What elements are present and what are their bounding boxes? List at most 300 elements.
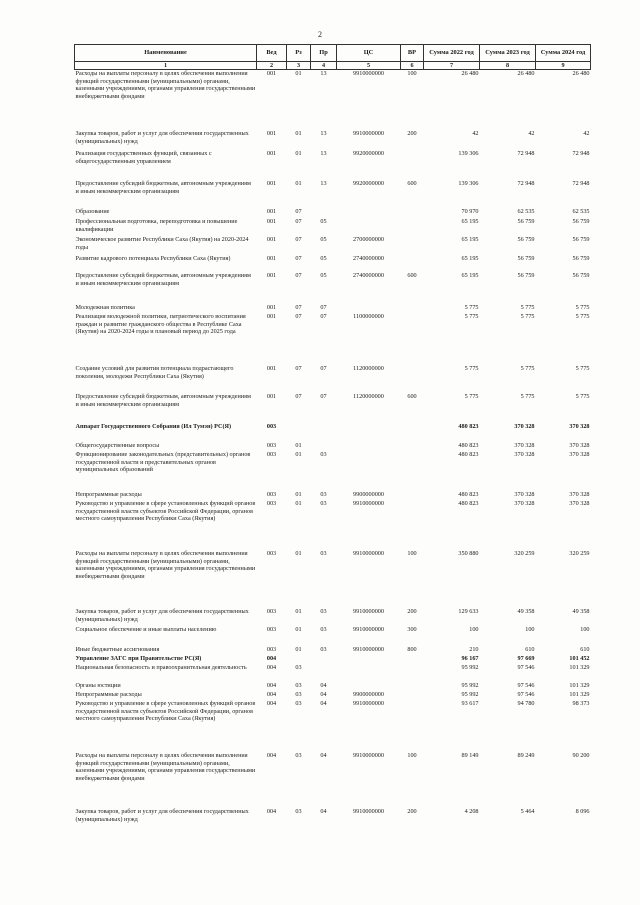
row-name: Непрограммные расходы: [75, 491, 142, 498]
row-pr: [311, 208, 337, 218]
row-ved: 004: [266, 682, 277, 689]
row-sum-2024: 49 358: [572, 608, 590, 615]
table-row: [75, 255, 591, 272]
table-row: [75, 442, 591, 451]
row-rz: 01: [295, 626, 302, 633]
table-row: [75, 691, 591, 700]
row-pr: 07: [320, 365, 327, 372]
row-sum-2022: 95 992: [461, 691, 479, 698]
row-ved: 004: [266, 655, 277, 662]
row-sum-2023: 97 546: [517, 664, 535, 671]
table-row: [75, 150, 591, 180]
row-pr: 03: [320, 451, 327, 458]
row-vr: 300: [407, 626, 417, 633]
table-row: [75, 655, 591, 664]
row-sum-2022: 210: [469, 646, 479, 653]
row-ved: 001: [266, 208, 277, 215]
row-rz: 07: [295, 313, 302, 320]
row-sum-2022: 4 208: [464, 808, 479, 815]
row-sum-2023: 26 480: [517, 70, 535, 77]
row-cs: 2740000000: [353, 272, 384, 279]
row-pr: 07: [320, 304, 327, 311]
row-cs: 9920000000: [353, 150, 384, 157]
row-ved: 004: [266, 700, 277, 707]
row-name: Расходы на выплаты персоналу в целях обеспечения выполнения функций государственными (муниципальными) органами, казенными учреждениями, органами управления государственными внебюджетными фондами: [75, 550, 256, 580]
row-rz: 07: [295, 208, 302, 215]
row-cs: [337, 304, 401, 313]
budget-table: [74, 44, 591, 826]
column-number-row: [75, 62, 591, 70]
row-sum-2023: 97 546: [517, 691, 535, 698]
row-sum-2023: 72 948: [517, 180, 535, 187]
row-rz: 03: [295, 682, 302, 689]
row-sum-2024: 56 759: [572, 236, 590, 243]
row-ved: 001: [266, 365, 277, 372]
row-ved: 003: [266, 491, 277, 498]
row-name: Руководство и управление в сфере установленных функций органов государственной власти субъектов Российской Федерации, органов местного самоуправления Республики Саха (Якутия): [75, 700, 256, 723]
table-row: [75, 451, 591, 491]
table-row: [75, 130, 591, 150]
table-row: [75, 365, 591, 393]
row-ved: 003: [266, 646, 277, 653]
header-rz: Рз: [287, 45, 311, 62]
row-sum-2022: 65 195: [461, 255, 479, 262]
row-rz: 01: [295, 550, 302, 557]
row-sum-2022: 480 823: [458, 500, 479, 507]
row-name: Предоставление субсидий бюджетным, автономным учреждениям и иным некоммерческим организациям: [75, 180, 251, 195]
row-sum-2024: 90 200: [572, 752, 590, 759]
row-sum-2023: 97 546: [517, 682, 535, 689]
row-sum-2024: 56 759: [572, 218, 590, 225]
row-rz: 01: [295, 130, 302, 137]
column-number: 2: [257, 62, 287, 70]
row-ved: 001: [266, 255, 277, 262]
row-sum-2023: 5 775: [520, 313, 535, 320]
row-vr: 800: [407, 646, 417, 653]
row-name: Расходы на выплаты персоналу в целях обеспечения выполнения функций государственными (муниципальными) органами, казенными учреждениями, органами управления государственными внебюджетными фондами: [75, 752, 256, 782]
row-pr: [311, 664, 337, 682]
row-sum-2024: 5 775: [575, 393, 590, 400]
row-name: Реализация молодежной политики, патриотического воспитания граждан и развитие гражданского общества в Республике Саха (Якутия) на 2020-2024 годы и плановый период до 2025 года: [75, 313, 246, 336]
row-pr: [311, 442, 337, 451]
row-name: Профессиональная подготовка, переподготовка и повышение квалификации: [75, 218, 238, 233]
row-ved: 003: [266, 451, 277, 458]
row-sum-2024: 56 759: [572, 272, 590, 279]
row-sum-2023: 370 328: [514, 442, 535, 449]
row-sum-2022: 65 195: [461, 236, 479, 243]
row-vr: 200: [407, 130, 417, 137]
row-sum-2024: 320 259: [569, 550, 590, 557]
row-pr: 05: [320, 255, 327, 262]
row-pr: 05: [320, 236, 327, 243]
row-sum-2024: 101 329: [569, 664, 590, 671]
row-pr: 07: [320, 393, 327, 400]
row-sum-2022: 480 823: [458, 442, 479, 449]
column-number: 3: [287, 62, 311, 70]
row-name: Расходы на выплаты персоналу в целях обеспечения выполнения функций государственными (муниципальными) органами, казенными учреждениями, органами управления государственными внебюджетными фондами: [75, 70, 256, 100]
row-sum-2022: 89 149: [461, 752, 479, 759]
column-number: 4: [311, 62, 337, 70]
row-cs: [337, 451, 401, 491]
row-pr: 03: [320, 500, 327, 507]
row-name: Управление ЗАГС при Правительстве РС(Я): [75, 655, 202, 662]
table-row: [75, 808, 591, 826]
row-ved: 001: [266, 304, 277, 311]
row-rz: 01: [295, 646, 302, 653]
header-pr: Пр: [311, 45, 337, 62]
row-ved: 003: [266, 550, 277, 557]
table-header-row: [75, 45, 591, 62]
table-row: [75, 218, 591, 236]
row-sum-2022: 5 775: [464, 365, 479, 372]
row-rz: 07: [295, 304, 302, 311]
table-body: [75, 62, 591, 827]
row-pr: 13: [320, 150, 327, 157]
row-sum-2024: 101 452: [569, 655, 590, 662]
header-sum-2022: Сумма 2022 год: [424, 45, 480, 62]
table-row: [75, 272, 591, 304]
row-sum-2024: 5 775: [575, 313, 590, 320]
row-pr: 04: [320, 682, 327, 689]
row-cs: 9910000000: [353, 130, 384, 137]
row-sum-2023: 49 358: [517, 608, 535, 615]
row-rz: [287, 655, 311, 664]
row-sum-2024: 370 328: [569, 442, 590, 449]
row-vr: [401, 664, 424, 682]
row-sum-2022: 95 992: [461, 664, 479, 671]
row-sum-2023: 370 328: [514, 500, 535, 507]
row-sum-2024: 5 775: [575, 365, 590, 372]
row-vr: [401, 365, 424, 393]
row-ved: 001: [266, 130, 277, 137]
header-cs: ЦС: [337, 45, 401, 62]
column-number: 5: [337, 62, 401, 70]
row-name: Функционирование законодательных (представительных) органов государственной власти и представительных органов муниципальных образований: [75, 451, 251, 474]
row-pr: 04: [320, 808, 327, 815]
row-pr: 03: [320, 646, 327, 653]
row-sum-2023: 370 328: [514, 451, 535, 458]
row-cs: 1120000000: [353, 365, 384, 372]
header-name: Наименование: [75, 45, 257, 62]
row-name: Национальная безопасность и правоохранительная деятельность: [75, 664, 247, 671]
row-rz: 07: [295, 365, 302, 372]
row-sum-2024: 101 329: [569, 682, 590, 689]
row-rz: 01: [295, 608, 302, 615]
row-cs: 9910000000: [353, 626, 384, 633]
table-row: [75, 550, 591, 608]
row-cs: [337, 682, 401, 691]
row-cs: 9910000000: [353, 646, 384, 653]
row-sum-2023: 56 759: [517, 236, 535, 243]
row-ved: 001: [266, 180, 277, 187]
row-sum-2023: 97 669: [517, 655, 535, 662]
header-sum-2024: Сумма 2024 год: [536, 45, 591, 62]
row-sum-2023: 370 328: [514, 423, 535, 430]
row-rz: 03: [295, 691, 302, 698]
row-rz: 03: [295, 700, 302, 707]
row-ved: 004: [266, 664, 277, 671]
table-row: [75, 208, 591, 218]
row-sum-2022: 480 823: [458, 451, 479, 458]
row-pr: [311, 423, 337, 442]
row-vr: [401, 150, 424, 180]
row-rz: 03: [295, 664, 302, 671]
row-vr: [401, 208, 424, 218]
table-row: [75, 500, 591, 550]
row-sum-2022: 480 823: [458, 423, 479, 430]
row-sum-2023: 56 759: [517, 255, 535, 262]
column-number: 1: [75, 62, 257, 70]
row-sum-2024: 100: [580, 626, 590, 633]
table-row: [75, 491, 591, 500]
row-vr: [401, 655, 424, 664]
row-vr: [401, 442, 424, 451]
row-vr: 200: [407, 608, 417, 615]
table-row: [75, 664, 591, 682]
row-ved: 003: [266, 423, 277, 430]
column-number: 8: [480, 62, 536, 70]
row-sum-2023: 5 775: [520, 304, 535, 311]
row-sum-2022: 129 633: [458, 608, 479, 615]
row-sum-2024: 370 328: [569, 451, 590, 458]
row-cs: [337, 655, 401, 664]
row-cs: 9900000000: [353, 491, 384, 498]
row-vr: [401, 313, 424, 365]
table-row: [75, 304, 591, 313]
table-row: [75, 646, 591, 655]
row-name: Образование: [75, 208, 110, 215]
row-sum-2023: 62 535: [517, 208, 535, 215]
row-vr: [401, 491, 424, 500]
row-cs: 9910000000: [353, 550, 384, 557]
row-cs: [337, 218, 401, 236]
table-row: [75, 236, 591, 255]
header-vr: ВР: [401, 45, 424, 62]
row-cs: 1100000000: [353, 313, 384, 320]
row-sum-2023: 370 328: [514, 491, 535, 498]
row-sum-2024: 42: [583, 130, 590, 137]
row-vr: [401, 500, 424, 550]
row-pr: 04: [320, 700, 327, 707]
row-cs: [337, 423, 401, 442]
row-vr: 600: [407, 272, 417, 279]
column-number: 7: [424, 62, 480, 70]
row-rz: 07: [295, 255, 302, 262]
row-cs: [337, 664, 401, 682]
row-rz: [287, 423, 311, 442]
row-ved: 001: [266, 272, 277, 279]
row-ved: 001: [266, 236, 277, 243]
page-number: 2: [318, 30, 322, 39]
row-rz: 07: [295, 272, 302, 279]
row-name: Закупка товаров, работ и услуг для обеспечения государственных (муниципальных) нужд: [75, 808, 249, 823]
row-sum-2022: 5 775: [464, 304, 479, 311]
table-row: [75, 682, 591, 691]
row-pr: 04: [320, 752, 327, 759]
row-sum-2022: 95 992: [461, 682, 479, 689]
row-sum-2024: 370 328: [569, 491, 590, 498]
table-row: [75, 393, 591, 423]
row-ved: 004: [266, 691, 277, 698]
row-sum-2024: 72 948: [572, 150, 590, 157]
row-sum-2022: 65 195: [461, 218, 479, 225]
row-sum-2024: 610: [580, 646, 590, 653]
row-sum-2022: 139 306: [458, 180, 479, 187]
row-vr: [401, 682, 424, 691]
row-name: Непрограммные расходы: [75, 691, 142, 698]
row-cs: 9910000000: [353, 752, 384, 759]
table-row: [75, 700, 591, 752]
row-cs: 9910000000: [353, 808, 384, 815]
row-sum-2022: 139 306: [458, 150, 479, 157]
row-cs: 9910000000: [353, 608, 384, 615]
row-vr: [401, 451, 424, 491]
row-rz: 07: [295, 393, 302, 400]
row-ved: 004: [266, 752, 277, 759]
row-rz: 03: [295, 752, 302, 759]
row-pr: 07: [320, 313, 327, 320]
row-pr: 05: [320, 272, 327, 279]
row-name: Реализация государственных функций, связанных с общегосударственным управлением: [75, 150, 212, 165]
row-rz: 07: [295, 236, 302, 243]
row-pr: 04: [320, 691, 327, 698]
row-ved: 004: [266, 808, 277, 815]
row-sum-2023: 56 759: [517, 218, 535, 225]
row-name: Закупка товаров, работ и услуг для обеспечения государственных (муниципальных) нужд: [75, 130, 249, 145]
row-sum-2023: 100: [525, 626, 535, 633]
row-ved: 003: [266, 608, 277, 615]
table-row: [75, 423, 591, 442]
row-sum-2023: 320 259: [514, 550, 535, 557]
row-vr: [401, 423, 424, 442]
row-vr: [401, 218, 424, 236]
row-vr: [401, 304, 424, 313]
row-sum-2023: 72 948: [517, 150, 535, 157]
row-cs: 2700000000: [353, 236, 384, 243]
row-name: Иные бюджетные ассигнования: [75, 646, 160, 653]
row-rz: 01: [295, 70, 302, 77]
table-row: [75, 180, 591, 208]
row-vr: 600: [407, 393, 417, 400]
row-sum-2023: 5 464: [520, 808, 535, 815]
column-number: 6: [401, 62, 424, 70]
row-sum-2023: 89 249: [517, 752, 535, 759]
row-sum-2024: 101 329: [569, 691, 590, 698]
row-sum-2022: 65 195: [461, 272, 479, 279]
row-sum-2024: 72 948: [572, 180, 590, 187]
row-vr: 200: [407, 808, 417, 815]
row-sum-2023: 5 775: [520, 393, 535, 400]
row-pr: [311, 655, 337, 664]
row-vr: 600: [407, 180, 417, 187]
row-name: Общегосударственные вопросы: [75, 442, 160, 449]
row-name: Молодежная политика: [75, 304, 135, 311]
row-sum-2024: 62 535: [572, 208, 590, 215]
row-ved: 001: [266, 313, 277, 320]
row-rz: 01: [295, 491, 302, 498]
row-rz: 01: [295, 451, 302, 458]
row-vr: 100: [407, 550, 417, 557]
row-cs: 9920000000: [353, 180, 384, 187]
row-pr: 13: [320, 180, 327, 187]
row-ved: 001: [266, 150, 277, 157]
row-name: Экономическое развитие Республики Саха (Якутия) на 2020-2024 годы: [75, 236, 249, 251]
row-cs: 2740000000: [353, 255, 384, 262]
row-sum-2022: 100: [469, 626, 479, 633]
row-name: Предоставление субсидий бюджетным, автономным учреждениям и иным некоммерческим организациям: [75, 272, 251, 287]
row-vr: [401, 236, 424, 255]
column-number: 9: [536, 62, 591, 70]
row-pr: 03: [320, 550, 327, 557]
header-sum-2023: Сумма 2023 год: [480, 45, 536, 62]
row-vr: [401, 700, 424, 752]
row-sum-2022: 5 775: [464, 393, 479, 400]
row-sum-2022: 96 167: [461, 655, 479, 662]
row-name: Руководство и управление в сфере установленных функций органов государственной власти субъектов Российской Федерации, органов местного самоуправления Республики Саха (Якутия): [75, 500, 256, 523]
table-row: [75, 70, 591, 131]
row-ved: 003: [266, 500, 277, 507]
row-name: Органы юстиции: [75, 682, 121, 689]
row-sum-2024: 370 328: [569, 423, 590, 430]
row-vr: 100: [407, 752, 417, 759]
row-cs: 9910000000: [353, 70, 384, 77]
row-cs: 1120000000: [353, 393, 384, 400]
row-sum-2023: 5 775: [520, 365, 535, 372]
row-vr: 100: [407, 70, 417, 77]
row-sum-2024: 56 759: [572, 255, 590, 262]
row-cs: 9910000000: [353, 700, 384, 707]
row-sum-2023: 42: [528, 130, 535, 137]
row-sum-2024: 26 480: [572, 70, 590, 77]
row-sum-2022: 480 823: [458, 491, 479, 498]
row-vr: [401, 255, 424, 272]
row-sum-2023: 610: [525, 646, 535, 653]
row-sum-2022: 93 617: [461, 700, 479, 707]
row-name: Социальное обеспечение и иные выплаты населению: [75, 626, 217, 633]
row-pr: 05: [320, 218, 327, 225]
row-pr: 03: [320, 608, 327, 615]
row-sum-2024: 370 328: [569, 500, 590, 507]
row-sum-2023: 56 759: [517, 272, 535, 279]
row-pr: 03: [320, 491, 327, 498]
row-sum-2024: 5 775: [575, 304, 590, 311]
row-pr: 13: [320, 70, 327, 77]
row-pr: 13: [320, 130, 327, 137]
row-cs: 9910000000: [353, 500, 384, 507]
row-cs: [337, 208, 401, 218]
row-rz: 01: [295, 442, 302, 449]
row-name: Закупка товаров, работ и услуг для обеспечения государственных (муниципальных) нужд: [75, 608, 249, 623]
table-row: [75, 608, 591, 626]
table-row: [75, 626, 591, 646]
row-rz: 07: [295, 218, 302, 225]
row-ved: 001: [266, 70, 277, 77]
table-row: [75, 313, 591, 365]
row-pr: 03: [320, 626, 327, 633]
row-cs: 9900000000: [353, 691, 384, 698]
row-sum-2022: 70 970: [461, 208, 479, 215]
row-sum-2023: 94 780: [517, 700, 535, 707]
row-sum-2024: 8 096: [575, 808, 590, 815]
row-name: Развитие кадрового потенциала Республики Саха (Якутия): [75, 255, 231, 262]
row-name: Предоставление субсидий бюджетным, автономным учреждениям и иным некоммерческим организациям: [75, 393, 251, 408]
row-rz: 01: [295, 500, 302, 507]
row-ved: 003: [266, 626, 277, 633]
row-sum-2022: 26 480: [461, 70, 479, 77]
row-sum-2022: 5 775: [464, 313, 479, 320]
row-rz: 01: [295, 180, 302, 187]
row-sum-2024: 98 373: [572, 700, 590, 707]
